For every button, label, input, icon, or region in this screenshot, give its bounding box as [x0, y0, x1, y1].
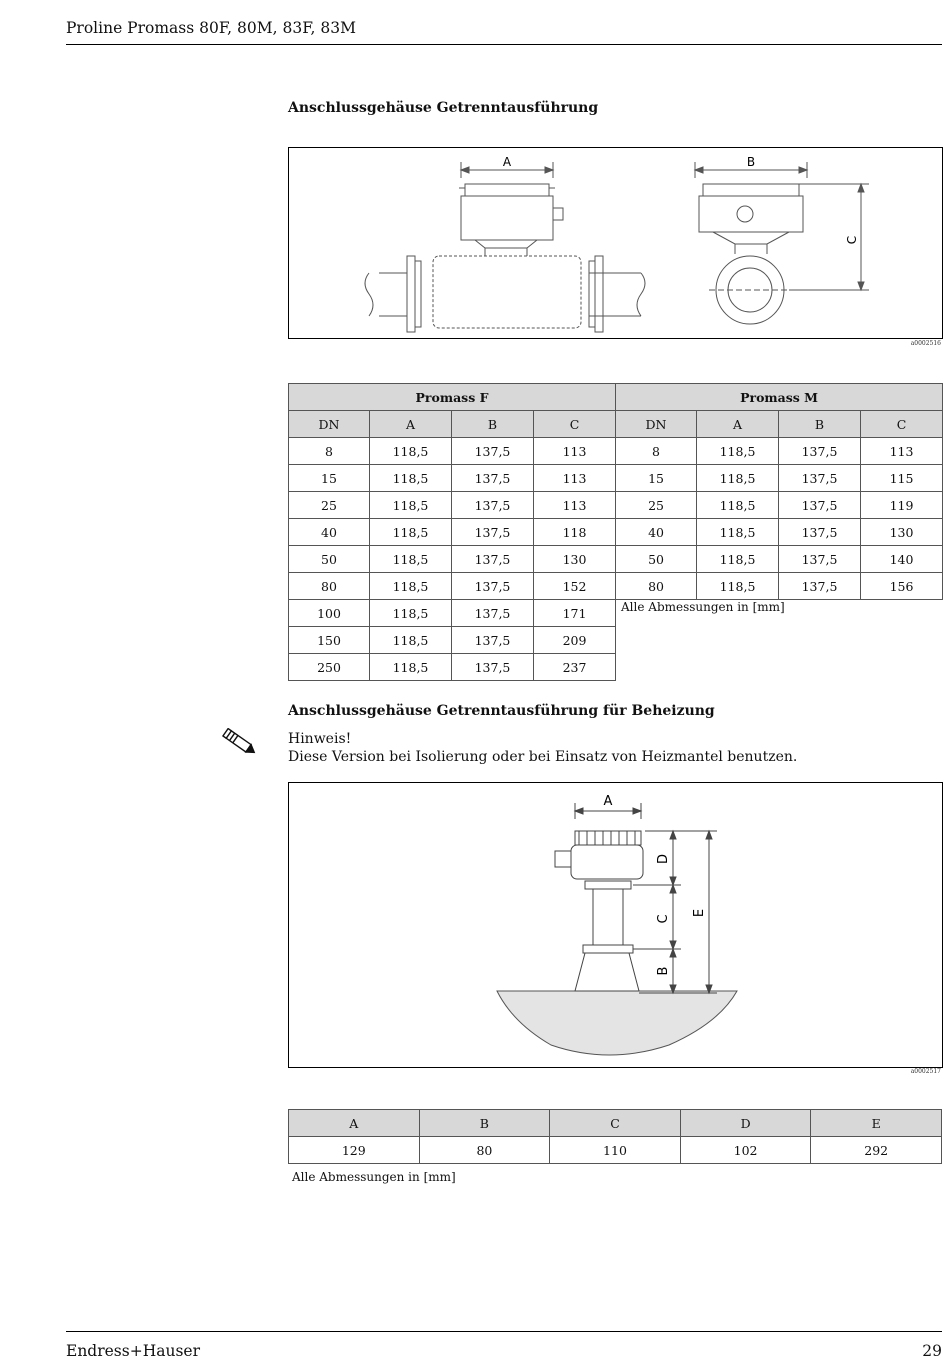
col-header: C — [534, 411, 616, 438]
table-cell: 137,5 — [452, 465, 534, 492]
table-cell: 118,5 — [697, 519, 779, 546]
table-cell: 118,5 — [697, 492, 779, 519]
col-header: B — [779, 411, 861, 438]
table-row — [289, 573, 943, 600]
table-cell: 25 — [289, 492, 370, 519]
table-cell: 118,5 — [370, 600, 452, 627]
dim-label-a: A — [502, 155, 512, 169]
page-header-title: Proline Promass 80F, 80M, 83F, 83M — [66, 19, 356, 37]
table-cell: 209 — [534, 627, 616, 654]
table-cell: 292 — [811, 1137, 942, 1164]
dim-label-c: C — [845, 235, 859, 245]
group-header-promass-m: Promass M — [616, 384, 943, 411]
dim-label-b: B — [656, 966, 671, 976]
table-empty-area — [616, 654, 943, 681]
footer-brand: Endress+Hauser — [66, 1342, 200, 1360]
col-header: C — [550, 1110, 681, 1137]
table-cell: 137,5 — [779, 519, 861, 546]
table-cell: 118,5 — [697, 573, 779, 600]
table-cell: 118,5 — [370, 492, 452, 519]
figure1-id: a0002516 — [910, 340, 941, 347]
header-rule — [66, 44, 942, 45]
dim-label-a: A — [603, 794, 613, 809]
table-cell: 137,5 — [779, 573, 861, 600]
table-cell: 15 — [616, 465, 697, 492]
table-cell: 250 — [289, 654, 370, 681]
table-cell: 150 — [289, 627, 370, 654]
table-cell: 102 — [680, 1137, 811, 1164]
hint-title: Hinweis! — [288, 731, 352, 747]
table-cell: 137,5 — [452, 573, 534, 600]
col-header: A — [697, 411, 779, 438]
table-heated-dimensions — [288, 1109, 942, 1164]
table2-note: Alle Abmessungen in [mm] — [292, 1170, 456, 1184]
table-cell: 110 — [550, 1137, 681, 1164]
table-empty-area — [616, 627, 943, 654]
page-number: 29 — [922, 1342, 942, 1360]
col-header: B — [419, 1110, 550, 1137]
table-cell: 118,5 — [697, 546, 779, 573]
table-cell: 118,5 — [697, 438, 779, 465]
table-row — [289, 546, 943, 573]
table-cell: 137,5 — [779, 546, 861, 573]
table-cell: 137,5 — [779, 465, 861, 492]
group-header-promass-f: Promass F — [289, 384, 616, 411]
table-row — [289, 627, 943, 654]
col-header: C — [861, 411, 943, 438]
table-cell: 118,5 — [370, 573, 452, 600]
table-cell: 8 — [289, 438, 370, 465]
hint-text: Diese Version bei Isolierung oder bei Einsatz von Heizmantel benutzen. — [288, 749, 798, 765]
col-header: DN — [616, 411, 697, 438]
table-cell: 40 — [289, 519, 370, 546]
table-row — [289, 600, 943, 627]
table-cell: 118 — [534, 519, 616, 546]
footer-rule — [66, 1331, 942, 1332]
pencil-icon — [220, 728, 260, 758]
figure-remote-housing-drawing — [289, 148, 942, 338]
table-cell: 113 — [534, 465, 616, 492]
col-header: A — [289, 1110, 420, 1137]
table-cell: 137,5 — [452, 627, 534, 654]
table-cell: 25 — [616, 492, 697, 519]
table-cell: 80 — [616, 573, 697, 600]
table-cell: 50 — [289, 546, 370, 573]
table-cell: 118,5 — [370, 519, 452, 546]
table-cell: 130 — [534, 546, 616, 573]
table-cell: 40 — [616, 519, 697, 546]
table-cell: 137,5 — [452, 492, 534, 519]
table-cell: 8 — [616, 438, 697, 465]
table-cell: 137,5 — [452, 600, 534, 627]
table-cell: 156 — [861, 573, 943, 600]
table-cell: 137,5 — [452, 438, 534, 465]
table-cell: 118,5 — [370, 654, 452, 681]
dim-label-d: D — [656, 853, 671, 865]
table-cell: 100 — [289, 600, 370, 627]
table-cell: 129 — [289, 1137, 420, 1164]
col-header: A — [370, 411, 452, 438]
table-cell: 80 — [419, 1137, 550, 1164]
table-cell: 80 — [289, 573, 370, 600]
table-cell: 237 — [534, 654, 616, 681]
figure2-id: a0002517 — [910, 1068, 941, 1075]
figure-remote-housing — [288, 147, 943, 339]
figure-heated-housing — [288, 782, 943, 1068]
table-cell: 137,5 — [779, 492, 861, 519]
table-cell: 140 — [861, 546, 943, 573]
table-cell: 118,5 — [370, 627, 452, 654]
table-cell: 113 — [861, 438, 943, 465]
table-cell: 137,5 — [452, 519, 534, 546]
table-cell: 50 — [616, 546, 697, 573]
dim-label-c: C — [656, 914, 671, 924]
figure-heated-housing-drawing — [289, 783, 942, 1067]
table-cell: 115 — [861, 465, 943, 492]
table-promass-dimensions — [288, 383, 943, 681]
col-header: D — [680, 1110, 811, 1137]
table-row — [289, 519, 943, 546]
table-cell: 118,5 — [370, 546, 452, 573]
table-row — [289, 438, 943, 465]
table-row — [289, 492, 943, 519]
section2-title: Anschlussgehäuse Getrenntausführung für Beheizung — [288, 703, 715, 719]
table-cell: 118,5 — [370, 465, 452, 492]
table-cell: 137,5 — [452, 546, 534, 573]
dim-label-e: E — [692, 908, 707, 918]
table-cell: 119 — [861, 492, 943, 519]
table-cell: 113 — [534, 438, 616, 465]
table-cell: 137,5 — [779, 438, 861, 465]
table-cell: 137,5 — [452, 654, 534, 681]
table-cell: 118,5 — [370, 438, 452, 465]
table-cell: 113 — [534, 492, 616, 519]
table1-note: Alle Abmessungen in [mm] — [616, 600, 943, 627]
table-cell: 118,5 — [697, 465, 779, 492]
table-row — [289, 465, 943, 492]
table-cell: 15 — [289, 465, 370, 492]
section1-title: Anschlussgehäuse Getrenntausführung — [288, 100, 599, 116]
table-cell: 171 — [534, 600, 616, 627]
table-cell: 152 — [534, 573, 616, 600]
col-header: E — [811, 1110, 942, 1137]
table-cell: 130 — [861, 519, 943, 546]
dim-label-b: B — [746, 155, 756, 169]
col-header: B — [452, 411, 534, 438]
col-header: DN — [289, 411, 370, 438]
table-row — [289, 654, 943, 681]
